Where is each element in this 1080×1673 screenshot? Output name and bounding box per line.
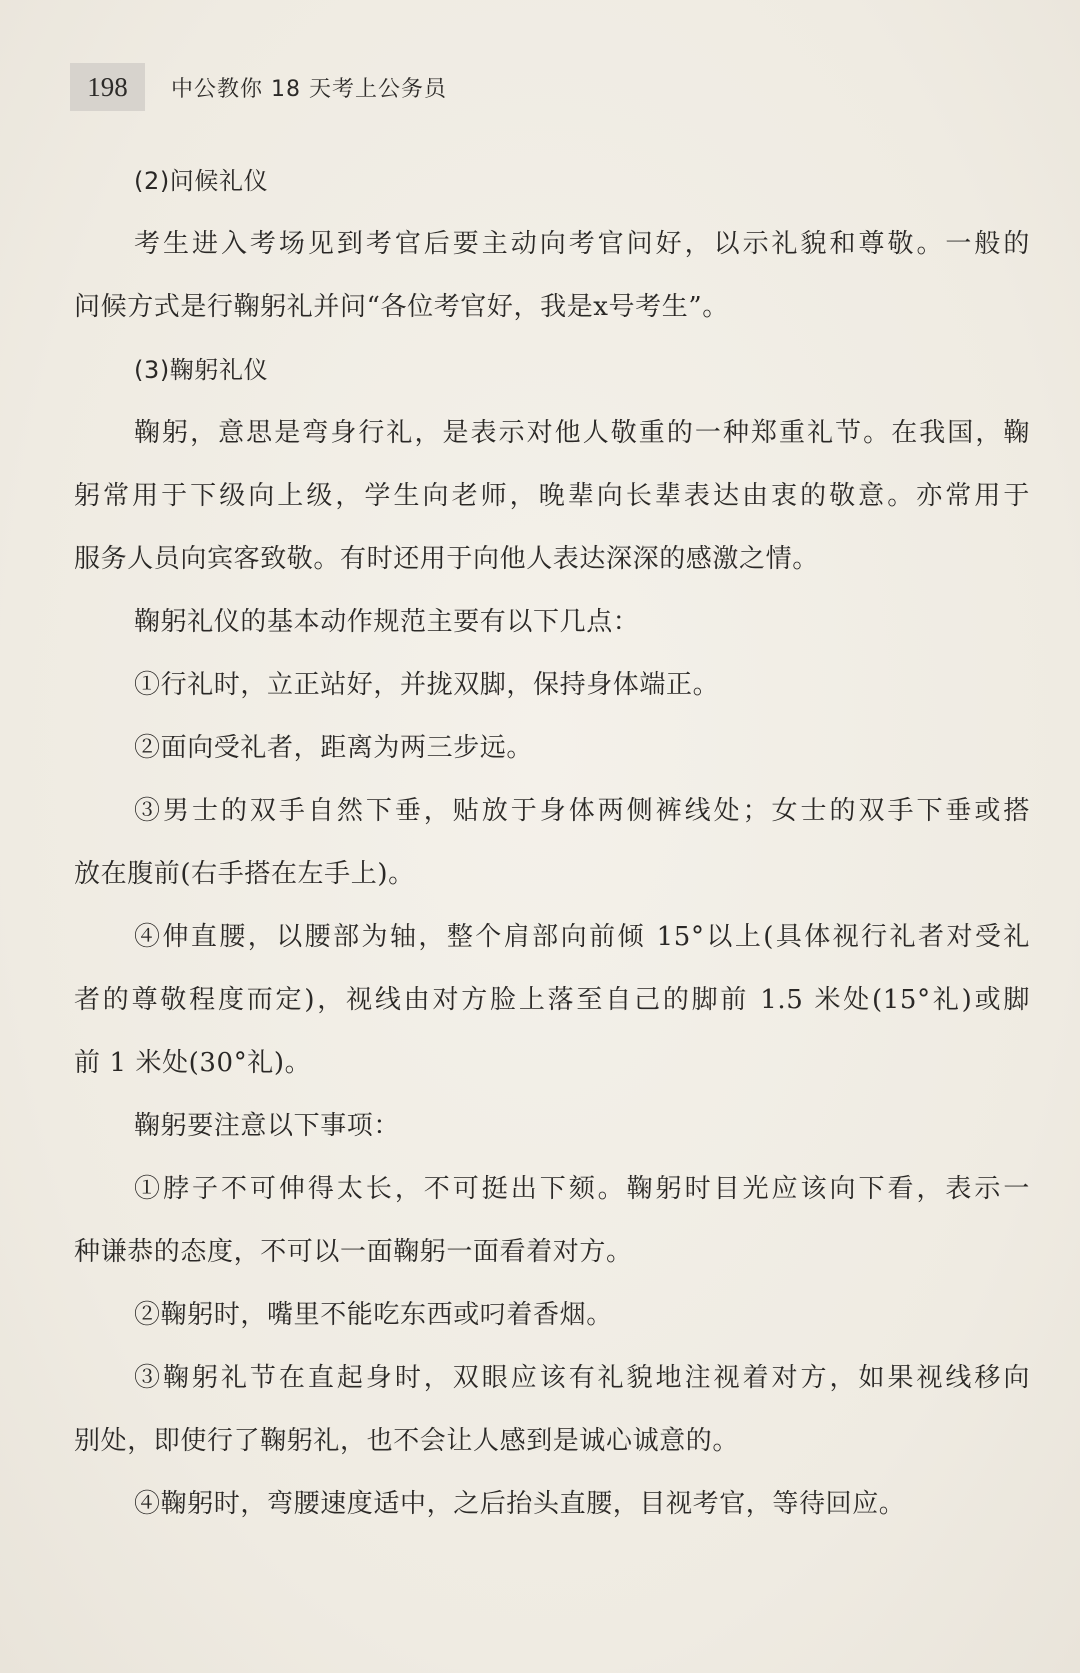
running-title: 中公教你 18 天考上公务员 <box>171 76 447 102</box>
text-line: 鞠躬，意思是弯身行礼，是表示对他人敬重的一种郑重礼节。在我国，鞠 <box>134 418 1030 448</box>
text-line: ③男士的双手自然下垂，贴放于身体两侧裤线处；女士的双手下垂或搭 <box>134 796 1030 826</box>
page-header <box>70 62 447 112</box>
text-line: ①行礼时，立正站好，并拢双脚，保持身体端正。 <box>134 670 720 700</box>
body-text <box>74 150 1030 1536</box>
text-line: ③鞠躬礼节在直起身时，双眼应该有礼貌地注视着对方，如果视线移向 <box>134 1363 1030 1393</box>
text-line: 别处，即使行了鞠躬礼，也不会让人感到是诚心诚意的。 <box>74 1426 740 1456</box>
text-line: ④鞠躬时，弯腰速度适中，之后抬头直腰，目视考官，等待回应。 <box>134 1489 906 1519</box>
text-line: ①脖子不可伸得太长，不可挺出下颏。鞠躬时目光应该向下看，表示一 <box>134 1174 1030 1204</box>
section-heading: (2)问候礼仪 <box>134 167 269 195</box>
text-line: 躬常用于下级向上级，学生向老师，晚辈向长辈表达由衷的敬意。亦常用于 <box>74 481 1030 511</box>
text-line: ④伸直腰，以腰部为轴，整个肩部向前倾 15°以上(具体视行礼者对受礼 <box>134 922 1030 952</box>
page-number: 198 <box>70 63 145 111</box>
text-line: 鞠躬礼仪的基本动作规范主要有以下几点： <box>134 607 640 637</box>
text-line: 鞠躬要注意以下事项： <box>134 1111 401 1141</box>
text-line: 考生进入考场见到考官后要主动向考官问好，以示礼貌和尊敬。一般的 <box>134 229 1030 259</box>
text-line: 者的尊敬程度而定)，视线由对方脸上落至自己的脚前 1.5 米处(15°礼)或脚 <box>74 985 1030 1015</box>
text-line: 问候方式是行鞠躬礼并问“各位考官好，我是x号考生”。 <box>74 292 729 322</box>
text-line: 放在腹前(右手搭在左手上)。 <box>74 859 415 889</box>
section-heading: (3)鞠躬礼仪 <box>134 356 269 384</box>
text-line: 前 1 米处(30°礼)。 <box>74 1048 312 1078</box>
text-line: 服务人员向宾客致敬。有时还用于向他人表达深深的感激之情。 <box>74 544 819 574</box>
text-line: 种谦恭的态度，不可以一面鞠躬一面看着对方。 <box>74 1237 633 1267</box>
text-line: ②鞠躬时，嘴里不能吃东西或叼着香烟。 <box>134 1300 613 1330</box>
text-line: ②面向受礼者，距离为两三步远。 <box>134 733 534 763</box>
